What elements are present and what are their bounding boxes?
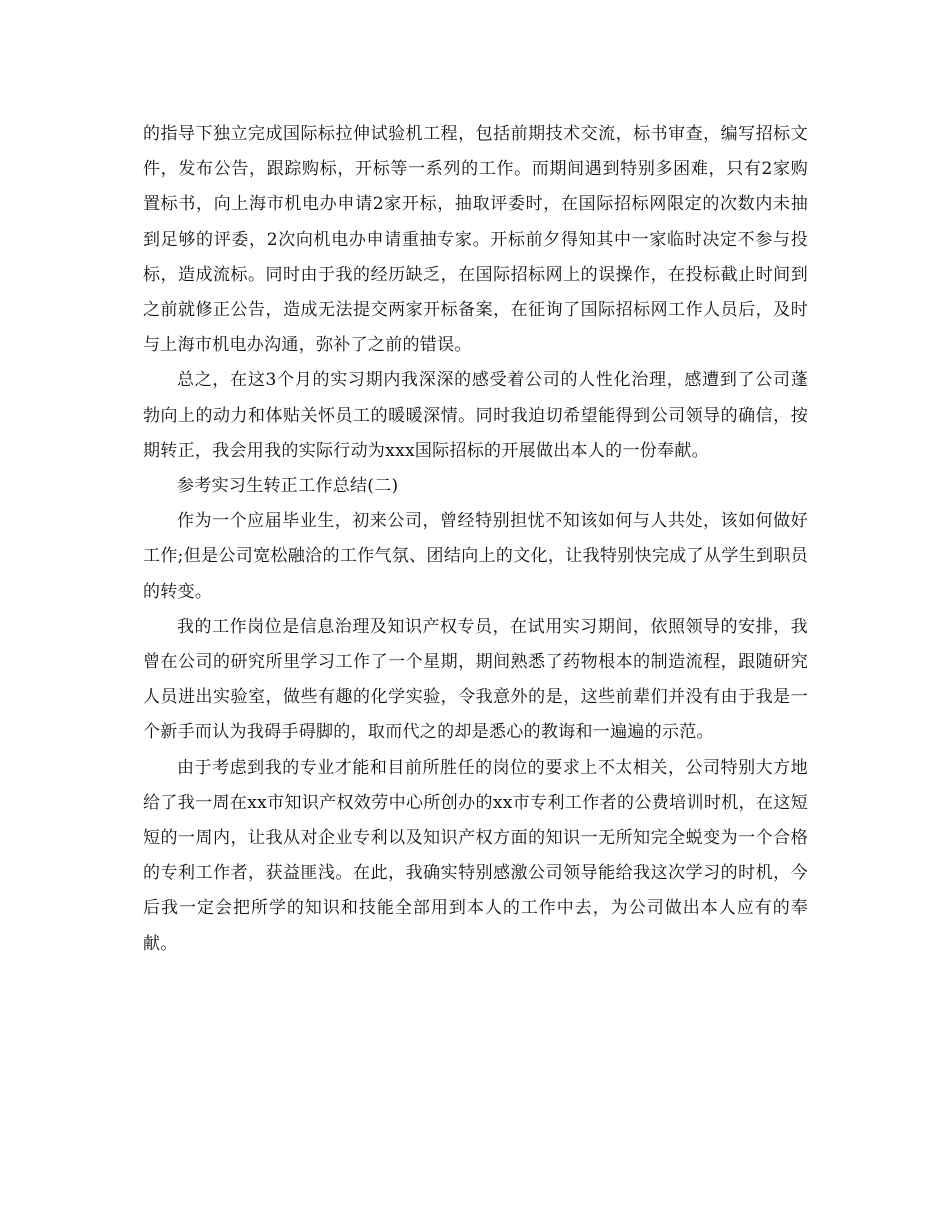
paragraph-2: 总之，在这3个月的实习期内我深深的感受着公司的人性化治理，感遭到了公司蓬勃向上的动力和体贴关怀员工的暖暖深情。同时我迫切希望能得到公司领导的确信，按期转正，我会用我的实际行动为xxx国际招标的开展做出本人的一份奉献。: [143, 370, 808, 461]
paragraph-5: 由于考虑到我的专业才能和目前所胜任的岗位的要求上不太相关，公司特别大方地给了我一周在xx市知识产权效劳中心所创办的xx市专利工作者的公费培训时机，在这短短的一周内，让我从对企业专利以及知识产权方面的知识一无所知完全蜕变为一个合格的专利工作者，获益匪浅。在此，我确实特别感激公司领导能给我这次学习的时机，今后我一定会把所学的知识和技能全部用到本人的工作中去，为公司做出本人应有的奉献。: [143, 757, 808, 954]
section-heading: 参考实习生转正工作总结(二): [177, 476, 399, 497]
paragraph-3: 作为一个应届毕业生，初来公司，曾经特别担忧不知该如何与人共处，该如何做好工作;但是公司宽松融洽的工作气氛、团结向上的文化，让我特别快完成了从学生到职员的转变。: [143, 511, 808, 602]
paragraph-1: 的指导下独立完成国际标拉伸试验机工程，包括前期技术交流，标书审查，编写招标文件，发布公告，跟踪购标，开标等一系列的工作。而期间遇到特别多困难，只有2家购置标书，向上海市机电办申请2家开标，抽取评委时，在国际招标网限定的次数内未抽到足够的评委，2次向机电办申请重抽专家。开标前夕得知其中一家临时决定不参与投标，造成流标。同时由于我的经历缺乏，在国际招标网上的误操作，在投标截止时间到之前就修正公告，造成无法提交两家开标备案，在征询了国际招标网工作人员后，及时与上海市机电办沟通，弥补了之前的错误。: [143, 124, 808, 356]
paragraph-4: 我的工作岗位是信息治理及知识产权专员，在试用实习期间，依照领导的安排，我曾在公司的研究所里学习工作了一个星期，期间熟悉了药物根本的制造流程，跟随研究人员进出实验室，做些有趣的化学实验，令我意外的是，这些前辈们并没有由于我是一个新手而认为我碍手碍脚的，取而代之的却是悉心的教诲和一遍遍的示范。: [143, 616, 808, 743]
document-body: [143, 117, 808, 962]
